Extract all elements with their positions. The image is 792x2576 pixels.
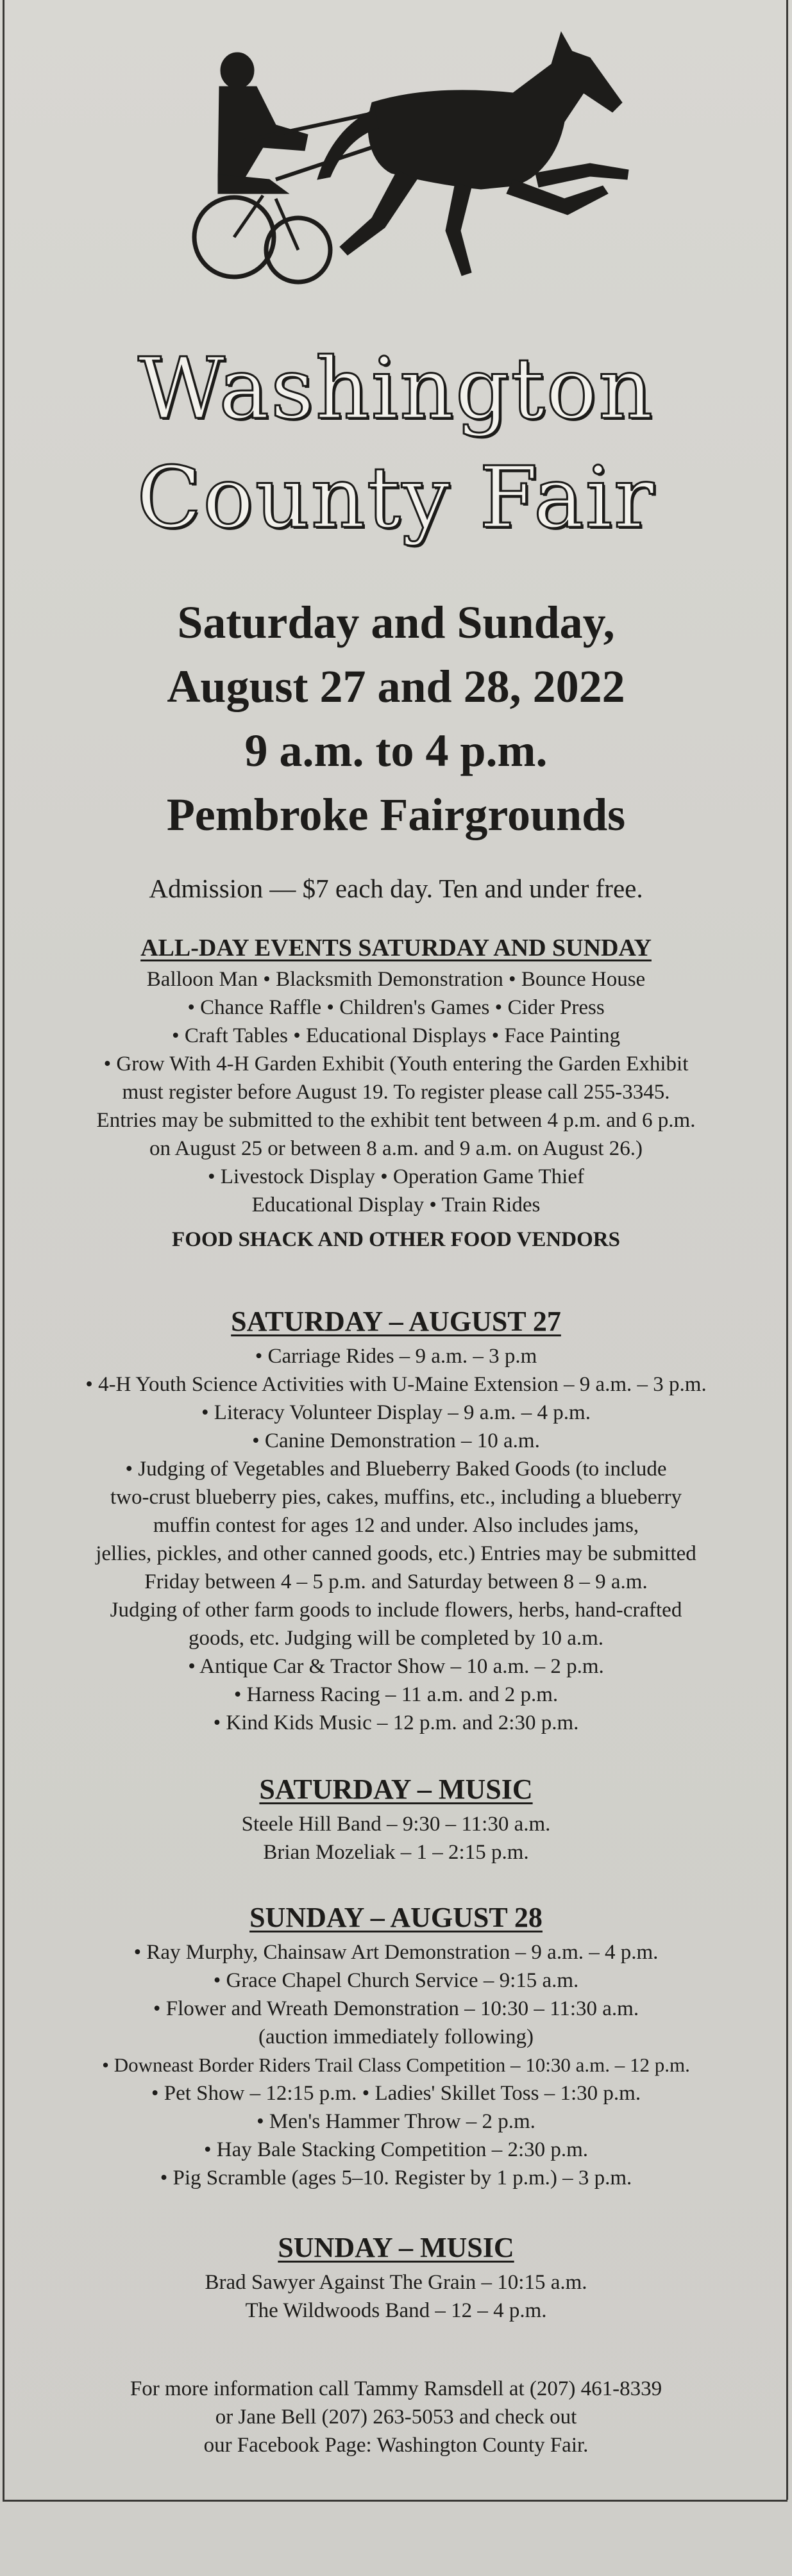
list-item: The Wildwoods Band – 12 – 4 p.m. — [245, 2299, 547, 2322]
left-border-rule — [3, 0, 4, 2500]
list-item: • Harness Racing – 11 a.m. and 2 p.m. — [233, 1683, 559, 1706]
right-border-rule — [786, 0, 788, 2500]
list-item: Brian Mozeliak – 1 – 2:15 p.m. — [263, 1841, 529, 1864]
bottom-border-rule — [3, 2500, 788, 2502]
saturday-heading: SATURDAY – AUGUST 27 — [231, 1306, 561, 1337]
list-item: • Kind Kids Music – 12 p.m. and 2:30 p.m. — [213, 1711, 579, 1734]
fair-title-line2: County Fair — [137, 449, 655, 547]
list-item: • Downeast Border Riders Trail Class Competition – 10:30 a.m. – 12 p.m. — [102, 2054, 690, 2076]
contact-line: or Jane Bell (207) 263-5053 and check out — [215, 2406, 577, 2429]
list-item: muffin contest for ages 12 and under. Also includes jams, — [153, 1514, 639, 1537]
list-item: • Men's Hammer Throw – 2 p.m. — [257, 2110, 535, 2133]
contact-info — [13, 2375, 779, 2459]
sunday-heading: SUNDAY – AUGUST 28 — [249, 1902, 543, 1933]
list-item: • Craft Tables • Educational Displays • Face Painting — [172, 1024, 620, 1047]
food-vendors-heading: FOOD SHACK AND OTHER FOOD VENDORS — [172, 1228, 620, 1251]
list-item: goods, etc. Judging will be completed by 10 a.m. — [188, 1627, 604, 1650]
list-item: • Hay Bale Stacking Competition – 2:30 p.m. — [203, 2138, 589, 2161]
list-item: jellies, pickles, and other canned goods, etc.) Entries may be submitted — [96, 1542, 696, 1565]
saturday-music-heading: SATURDAY – MUSIC — [259, 1774, 533, 1805]
list-item: • Canine Demonstration – 10 a.m. — [252, 1429, 540, 1452]
saturday-section — [13, 1301, 779, 1737]
list-item: on August 25 or between 8 a.m. and 9 a.m. on August 26.) — [149, 1137, 643, 1160]
list-item: Friday between 4 – 5 p.m. and Saturday between 8 – 9 a.m. — [144, 1570, 648, 1593]
list-item: • Pet Show – 12:15 p.m. • Ladies' Skillet Toss – 1:30 p.m. — [151, 2082, 641, 2105]
sunday-section — [13, 1897, 779, 2192]
list-item: • Pig Scramble (ages 5–10. Register by 1 p.m.) – 3 p.m. — [160, 2166, 632, 2190]
list-item: • 4-H Youth Science Activities with U-Maine Extension – 9 a.m. – 3 p.m. — [85, 1373, 707, 1396]
all-day-events-section — [13, 931, 779, 1260]
event-dates-line2: August 27 and 28, 2022 — [167, 661, 625, 712]
list-item: • Livestock Display • Operation Game Thief — [207, 1165, 584, 1188]
list-item: • Flower and Wreath Demonstration – 10:30 – 11:30 a.m. — [153, 1997, 639, 2020]
list-item: Steele Hill Band – 9:30 – 11:30 a.m. — [241, 1813, 551, 1836]
event-venue: Pembroke Fairgrounds — [166, 789, 626, 840]
list-item: • Antique Car & Tractor Show – 10 a.m. – 2 p.m. — [188, 1655, 604, 1678]
list-item: two-crust blueberry pies, cakes, muffins, etc., including a blueberry — [110, 1486, 682, 1509]
list-item: • Judging of Vegetables and Blueberry Baked Goods (to include — [125, 1458, 667, 1481]
list-item: must register before August 19. To register please call 255-3345. — [122, 1081, 670, 1104]
event-dates-line1: Saturday and Sunday, — [177, 597, 615, 648]
harness-racer-icon — [180, 26, 641, 308]
list-item: • Chance Raffle • Children's Games • Cider Press — [187, 996, 605, 1019]
saturday-music-section — [13, 1769, 779, 1866]
list-item: (auction immediately following) — [258, 2025, 534, 2048]
list-item: Balloon Man • Blacksmith Demonstration • Bounce House — [146, 968, 646, 991]
list-item: • Carriage Rides – 9 a.m. – 3 p.m — [255, 1345, 537, 1368]
fair-title-line1: Washington — [138, 340, 654, 438]
contact-line: our Facebook Page: Washington County Fair. — [203, 2434, 589, 2457]
list-item: • Ray Murphy, Chainsaw Art Demonstration – 9 a.m. – 4 p.m. — [133, 1941, 659, 1964]
contact-line: For more information call Tammy Ramsdell at (207) 461-8339 — [130, 2377, 662, 2400]
admission-info: Admission — $7 each day. Ten and under free. — [149, 874, 643, 903]
event-hours: 9 a.m. to 4 p.m. — [244, 725, 548, 776]
list-item: Entries may be submitted to the exhibit tent between 4 p.m. and 6 p.m. — [96, 1109, 696, 1132]
list-item: • Grace Chapel Church Service – 9:15 a.m. — [213, 1969, 579, 1992]
sunday-music-section — [13, 2227, 779, 2325]
list-item: Educational Display • Train Rides — [251, 1193, 541, 1217]
all-day-events-heading: ALL-DAY EVENTS SATURDAY AND SUNDAY — [140, 935, 652, 961]
list-item: • Grow With 4-H Garden Exhibit (Youth entering the Garden Exhibit — [103, 1052, 689, 1076]
list-item: Judging of other farm goods to include flowers, herbs, hand-crafted — [110, 1599, 682, 1622]
list-item: • Literacy Volunteer Display – 9 a.m. – 4 p.m. — [201, 1401, 591, 1424]
list-item: Brad Sawyer Against The Grain – 10:15 a.m. — [205, 2271, 587, 2294]
sunday-music-heading: SUNDAY – MUSIC — [278, 2232, 514, 2263]
